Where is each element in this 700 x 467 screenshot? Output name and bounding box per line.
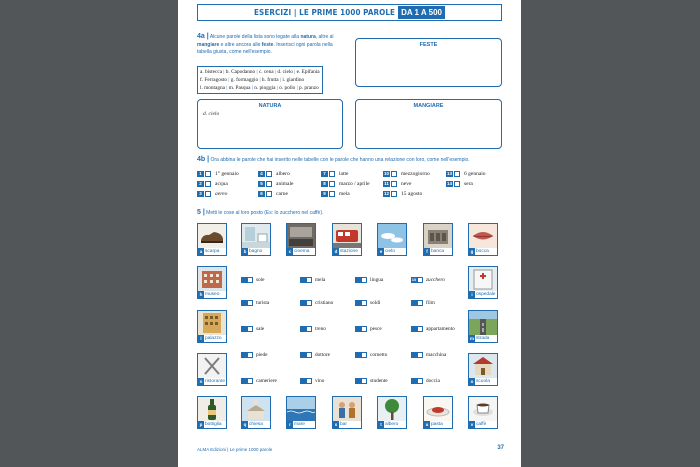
- object-word-item[interactable]: [411, 276, 445, 284]
- pasta-illustration: [424, 397, 452, 421]
- tile-label: [198, 291, 219, 298]
- mangiare-box-title: MANGIARE: [413, 103, 444, 109]
- object-answer-box[interactable]: [361, 326, 367, 332]
- object-answer-box[interactable]: [417, 326, 423, 332]
- match-number: 1: [197, 171, 204, 177]
- match-number: 12: [383, 191, 389, 196]
- match-item[interactable]: [258, 170, 290, 178]
- match-word: aereo: [215, 191, 228, 197]
- match-number: 6: [258, 191, 265, 197]
- object-answer-box[interactable]: [417, 277, 423, 283]
- word-list: [197, 66, 323, 94]
- word-separator: |: [273, 69, 278, 75]
- word-list-row: [200, 76, 320, 84]
- exercise-4a-instructions: 4a | Alcune parole della lista sono legate alla natura, altre al mangiare e altre ancora alle feste. Inserisci ogni parola nella tabella giusta, come nell'esempio.: [197, 33, 334, 56]
- object-word-item[interactable]: [355, 276, 383, 284]
- tile-word: ospedale: [476, 292, 496, 297]
- object-answer-box[interactable]: [247, 300, 253, 306]
- object-answer-box[interactable]: [417, 352, 423, 358]
- tile-word: scarpa: [205, 249, 220, 254]
- match-answer-box[interactable]: [266, 191, 272, 197]
- tile-word: albero: [385, 422, 399, 427]
- tile-label: [469, 248, 489, 255]
- tile-letter: u: [425, 422, 429, 427]
- tile-word: ristorante: [205, 379, 225, 384]
- tile-label: [242, 421, 263, 428]
- tile-letter: s: [334, 422, 338, 427]
- scuola-illustration: [469, 354, 497, 378]
- word-item: o. pollo: [279, 85, 296, 91]
- object-word: turista: [256, 300, 270, 306]
- tile-label: [469, 378, 490, 385]
- word-separator: |: [258, 77, 262, 83]
- tile-label: [242, 248, 262, 255]
- tile-word: mare: [294, 422, 305, 427]
- exercise-4a-number: 4a |: [197, 33, 209, 40]
- object-word: cristiano: [315, 300, 334, 306]
- object-word: doccia: [426, 378, 440, 384]
- match-word: marzo / aprile: [339, 181, 370, 187]
- tile-label: [424, 421, 443, 428]
- object-word-item[interactable]: [355, 325, 382, 333]
- tile-letter: v: [470, 422, 474, 427]
- match-answer-box[interactable]: [205, 181, 211, 187]
- tile-letter: h: [199, 292, 203, 297]
- picture-tile-mare[interactable]: [286, 396, 316, 429]
- object-word-item[interactable]: [411, 377, 440, 385]
- match-answer-box[interactable]: [391, 181, 397, 187]
- tile-word: pasta: [431, 422, 443, 427]
- object-answer-box[interactable]: [247, 326, 253, 332]
- object-word: lingua: [370, 277, 384, 283]
- picture-tile-chiesa[interactable]: [241, 396, 271, 429]
- word-item: l. montagna: [200, 85, 226, 91]
- mangiare-box[interactable]: [355, 99, 502, 149]
- tile-letter: a: [199, 249, 203, 254]
- object-answer-box[interactable]: [306, 378, 312, 384]
- picture-tile-bocca[interactable]: [468, 223, 498, 256]
- match-answer-box[interactable]: [266, 181, 272, 187]
- object-answer-box[interactable]: [417, 378, 423, 384]
- banca-illustration: [424, 224, 452, 248]
- tile-word: bocca: [476, 249, 489, 254]
- match-item[interactable]: [383, 190, 422, 198]
- match-answer-box[interactable]: [454, 171, 460, 177]
- tile-letter: c: [288, 249, 292, 254]
- object-answer-box[interactable]: [247, 277, 253, 283]
- exercise-5-instructions: 5 | Metti le cose al loro posto (Es: lo zucchero nel caffè).: [197, 209, 324, 216]
- picture-tile-albero[interactable]: [377, 396, 407, 429]
- stazione-illustration: [333, 224, 361, 248]
- picture-tile-palazzo[interactable]: [197, 310, 227, 343]
- object-word: piede: [256, 352, 268, 358]
- object-word: soldi: [370, 300, 381, 306]
- picture-tile-banca[interactable]: [423, 223, 453, 256]
- word-item: i. giardino: [282, 77, 305, 83]
- object-word-item[interactable]: [355, 299, 380, 307]
- picture-tile-ristorante[interactable]: [197, 353, 227, 386]
- match-answer-box[interactable]: [329, 181, 335, 187]
- object-word: sole: [256, 277, 265, 283]
- picture-tile-museo[interactable]: [197, 266, 227, 299]
- picture-tile-scuola[interactable]: [468, 353, 498, 386]
- word-item: d. cielo: [277, 69, 293, 75]
- tile-label: [424, 248, 444, 255]
- match-number: 4: [258, 171, 265, 177]
- match-word: neve: [401, 181, 412, 187]
- tile-label: [378, 421, 398, 428]
- object-number: 10: [411, 277, 417, 282]
- exercise-4b-instructions: 4b | Ora abbina le parole che hai inserito nelle tabelle con le parole che hanno una relazione con loro, come nell'esempio.: [197, 156, 470, 163]
- picture-tile-bar[interactable]: [332, 396, 362, 429]
- tile-label: [287, 248, 309, 255]
- word-separator: |: [250, 85, 255, 91]
- match-answer-box[interactable]: [266, 171, 272, 177]
- match-number: 5: [258, 181, 265, 187]
- word-item: h. frutta: [261, 77, 279, 83]
- tile-label: [198, 248, 219, 255]
- bar-illustration: [333, 397, 361, 421]
- object-word-item[interactable]: [241, 325, 264, 333]
- word-separator: |: [275, 85, 280, 91]
- tile-label: [198, 421, 222, 428]
- object-answer-box[interactable]: [417, 300, 423, 306]
- word-item: m. Pasqua: [228, 85, 251, 91]
- page-number: 37: [497, 445, 504, 451]
- match-number: 8: [321, 181, 328, 187]
- object-word-item[interactable]: [241, 276, 265, 284]
- tile-label: [469, 421, 486, 428]
- match-number: 14: [446, 181, 452, 186]
- tile-label: [469, 335, 489, 342]
- object-word-item[interactable]: [300, 351, 330, 359]
- object-word: treno: [315, 326, 326, 332]
- object-word: appartamento: [426, 326, 455, 332]
- bottiglia-illustration: [198, 397, 226, 421]
- match-word: acqua: [215, 181, 228, 187]
- word-separator: |: [295, 85, 300, 91]
- word-separator: |: [225, 85, 229, 91]
- word-item: p. pranzo: [299, 85, 319, 91]
- tile-letter: t: [378, 421, 384, 428]
- match-item[interactable]: [446, 170, 486, 178]
- picture-tile-pasta[interactable]: [423, 396, 453, 429]
- header-badge: DA 1 A 500: [398, 6, 445, 19]
- picture-tile-cinema[interactable]: [286, 223, 316, 256]
- object-word-item[interactable]: [411, 351, 446, 359]
- match-number: 9: [321, 191, 328, 197]
- match-item[interactable]: [446, 180, 473, 188]
- tile-word: bagno: [249, 249, 263, 254]
- picture-tile-scarpa[interactable]: [197, 223, 227, 256]
- object-answer-box[interactable]: [361, 378, 367, 384]
- tile-word: stazione: [340, 249, 358, 254]
- natura-box-title: NATURA: [258, 103, 282, 109]
- object-answer-box[interactable]: [306, 277, 312, 283]
- ristorante-illustration: [198, 354, 226, 378]
- match-answer-box[interactable]: [329, 191, 335, 197]
- tile-word: palazzo: [205, 336, 222, 341]
- object-word: zucchero: [426, 277, 445, 283]
- match-number: 2: [197, 181, 204, 187]
- match-number: 11: [384, 181, 389, 186]
- footer-publisher: ALMA Edizioni | Le prime 1000 parole: [197, 447, 273, 452]
- match-word: mela: [339, 191, 350, 197]
- bagno-illustration: [242, 224, 270, 248]
- tile-word: banca: [431, 249, 445, 254]
- tile-label: [333, 248, 358, 255]
- object-word-item[interactable]: [241, 351, 267, 359]
- object-answer-box[interactable]: [306, 300, 312, 306]
- cielo-illustration: [378, 224, 406, 248]
- object-word: cameriere: [256, 378, 277, 384]
- cinema-illustration: [287, 224, 315, 248]
- picture-tile-ospedale[interactable]: [468, 266, 498, 299]
- object-word: film: [426, 300, 435, 306]
- object-word: cornetto: [370, 352, 388, 358]
- tile-letter: g: [470, 249, 474, 254]
- picture-tile-stazione[interactable]: [332, 223, 362, 256]
- tile-letter: i: [469, 291, 475, 298]
- word-list-row: [200, 68, 320, 76]
- object-word-item[interactable]: [411, 325, 455, 333]
- picture-tile-cielo[interactable]: [377, 223, 407, 256]
- object-word-item[interactable]: [300, 325, 326, 333]
- tile-label: [198, 378, 225, 385]
- header-title: ESERCIZI | LE PRIME 1000 PAROLE: [254, 8, 396, 17]
- tile-word: bar: [340, 422, 347, 427]
- word-separator: |: [292, 69, 297, 75]
- match-answer-box[interactable]: [329, 171, 335, 177]
- object-answer-box[interactable]: [247, 378, 253, 384]
- tile-word: scuola: [476, 379, 490, 384]
- tile-letter: e: [379, 249, 383, 254]
- tile-label: [469, 291, 495, 298]
- match-word: sera: [464, 181, 473, 187]
- tile-letter: n: [199, 379, 203, 384]
- match-word: mezzogiorno: [401, 171, 430, 177]
- word-separator: |: [278, 77, 283, 83]
- object-word-item[interactable]: [241, 299, 269, 307]
- word-item: b. Capodanno: [225, 69, 256, 75]
- object-word-item[interactable]: [300, 276, 325, 284]
- tile-word: cielo: [385, 249, 395, 254]
- strada-illustration: [469, 311, 497, 335]
- tile-word: strada: [476, 336, 490, 341]
- word-item: c. cena: [258, 69, 274, 75]
- tile-letter: q: [243, 422, 247, 427]
- word-item: e. Epifania: [296, 69, 320, 75]
- match-number: 7: [321, 171, 328, 177]
- tile-word: caffè: [476, 422, 487, 427]
- word-item: f. Ferragosto: [200, 77, 228, 83]
- match-item[interactable]: [383, 180, 411, 188]
- word-separator: |: [227, 77, 231, 83]
- word-separator: |: [222, 69, 226, 75]
- tile-letter: o: [470, 379, 474, 384]
- object-word: pesce: [370, 326, 382, 332]
- object-word-item[interactable]: [355, 351, 387, 359]
- match-item[interactable]: [321, 190, 350, 198]
- worksheet-page: [178, 0, 521, 467]
- tile-label: [287, 421, 305, 428]
- match-answer-box[interactable]: [391, 171, 397, 177]
- match-number: 13: [446, 171, 452, 176]
- tile-word: museo: [205, 292, 220, 297]
- match-number: 3: [197, 191, 204, 197]
- match-word: 15 agosto: [401, 191, 423, 197]
- object-answer-box[interactable]: [361, 300, 367, 306]
- tile-letter: d: [334, 249, 338, 254]
- match-word: latte: [339, 171, 349, 177]
- ospedale-illustration: [469, 267, 497, 291]
- bocca-illustration: [469, 224, 497, 248]
- object-word: dottore: [315, 352, 331, 358]
- object-word: mela: [315, 277, 326, 283]
- match-word: animale: [276, 181, 294, 187]
- caffè-illustration: [469, 397, 497, 421]
- chiesa-illustration: [242, 397, 270, 421]
- scarpa-illustration: [198, 224, 226, 248]
- match-item[interactable]: [258, 190, 288, 198]
- word-separator: |: [255, 69, 259, 75]
- tile-word: cinema: [294, 249, 310, 254]
- match-answer-box[interactable]: [454, 181, 460, 187]
- match-item[interactable]: [197, 180, 228, 188]
- match-answer-box[interactable]: [205, 191, 211, 197]
- match-item[interactable]: [197, 170, 239, 178]
- picture-tile-bagno[interactable]: [241, 223, 271, 256]
- tile-label: [198, 335, 222, 342]
- feste-box-title: FESTE: [419, 42, 438, 48]
- word-item: g. formaggio: [230, 77, 259, 83]
- word-item: a. bistecca: [200, 69, 223, 75]
- tile-letter: f: [424, 248, 430, 255]
- object-word-item[interactable]: [300, 299, 333, 307]
- match-item[interactable]: [321, 180, 370, 188]
- match-word: 6 gennaio: [464, 171, 486, 177]
- tile-word: bottiglia: [205, 422, 222, 427]
- match-word: 1° gennaio: [215, 171, 239, 177]
- tile-label: [333, 421, 347, 428]
- object-word: studente: [370, 378, 388, 384]
- exercise-4b-number: 4b |: [197, 156, 210, 163]
- object-word-item[interactable]: [300, 377, 324, 385]
- match-item[interactable]: [197, 190, 227, 198]
- tile-letter: b: [243, 249, 247, 254]
- tile-letter: r: [287, 421, 293, 428]
- match-number: 10: [383, 171, 389, 176]
- natura-example: d. cielo: [203, 111, 220, 117]
- object-word: macchina: [426, 352, 447, 358]
- object-word: vino: [315, 378, 325, 384]
- object-word-item[interactable]: [355, 377, 388, 385]
- tile-word: chiesa: [249, 422, 263, 427]
- natura-box[interactable]: [197, 99, 343, 149]
- object-answer-box[interactable]: [361, 352, 367, 358]
- tile-label: [378, 248, 395, 255]
- picture-tile-strada[interactable]: [468, 310, 498, 343]
- word-list-row: [200, 84, 320, 92]
- object-word-item[interactable]: [241, 377, 277, 385]
- tile-letter: l: [198, 335, 204, 342]
- tile-letter: p: [199, 422, 203, 427]
- object-answer-box[interactable]: [306, 326, 312, 332]
- match-item[interactable]: [383, 170, 430, 178]
- object-answer-box[interactable]: [306, 352, 312, 358]
- picture-tile-caff[interactable]: [468, 396, 498, 429]
- albero-illustration: [378, 397, 406, 421]
- picture-tile-bottiglia[interactable]: [197, 396, 227, 429]
- object-answer-box[interactable]: [247, 352, 253, 358]
- match-answer-box[interactable]: [391, 191, 397, 197]
- tile-letter: m: [469, 336, 474, 341]
- word-item: n. pioggia: [254, 85, 276, 91]
- page-header: [197, 4, 502, 21]
- match-item[interactable]: [321, 170, 348, 178]
- match-word: carne: [276, 191, 288, 197]
- match-item[interactable]: [258, 180, 293, 188]
- palazzo-illustration: [198, 311, 226, 335]
- word-list-rows: [200, 68, 320, 92]
- exercise-5-number: 5 |: [197, 209, 205, 216]
- mare-illustration: [287, 397, 315, 421]
- museo-illustration: [198, 267, 226, 291]
- match-word: albero: [276, 171, 290, 177]
- object-word-item[interactable]: [411, 299, 435, 307]
- object-answer-box[interactable]: [361, 277, 367, 283]
- match-answer-box[interactable]: [205, 171, 211, 177]
- feste-box[interactable]: [355, 38, 502, 87]
- object-word: sale: [256, 326, 265, 332]
